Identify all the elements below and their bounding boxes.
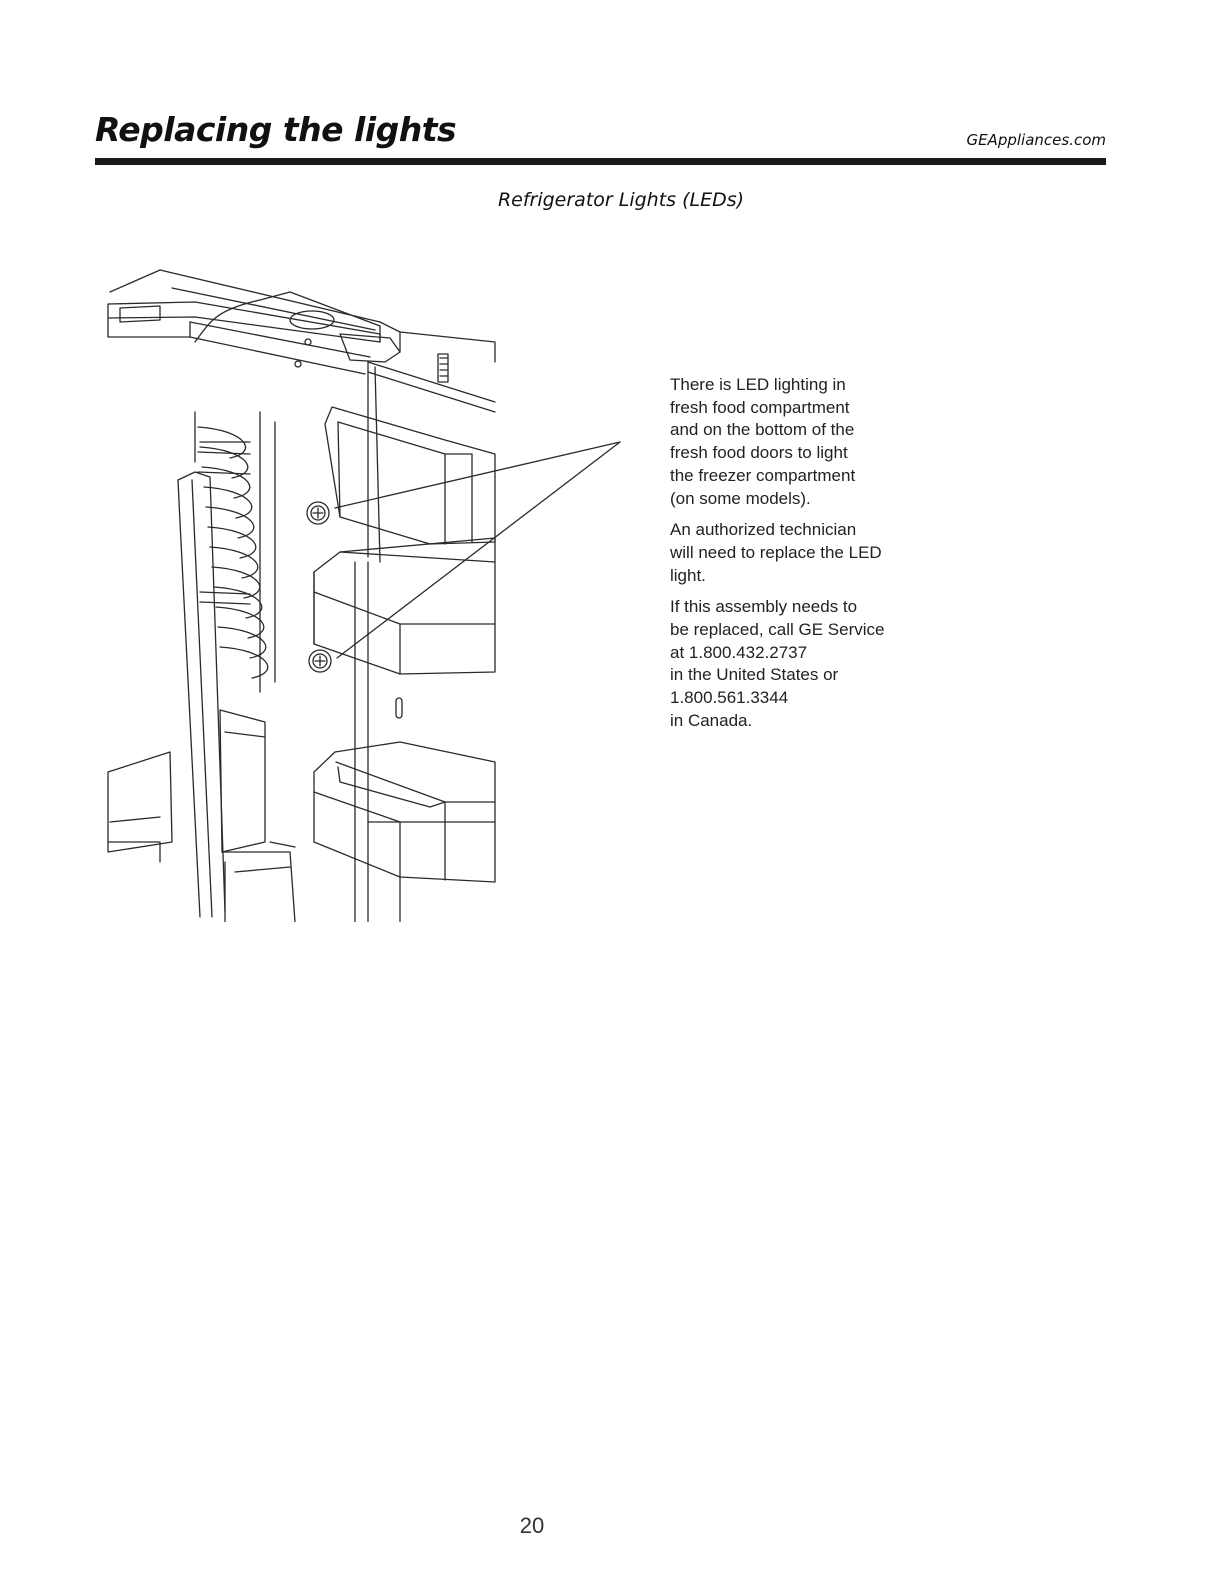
paragraph-led-location	[670, 374, 910, 510]
text-line: fresh food compartment	[670, 397, 850, 417]
text-line: fresh food doors to light	[670, 443, 848, 463]
text-line: and on the bottom of the	[670, 420, 855, 440]
text-line: the freezer compartment	[670, 465, 856, 485]
text-line: be replaced, call GE Service	[670, 620, 885, 640]
section-title: Refrigerator Lights (LEDs)	[497, 189, 745, 211]
phone-canada: 1.800.561.3344	[670, 688, 789, 708]
text-line: (on some models).	[670, 488, 811, 508]
text-line: in Canada.	[670, 710, 753, 730]
refrigerator-interior-led-diagram	[100, 262, 630, 922]
text-line: will need to replace the LED	[670, 542, 882, 562]
phone-us: at 1.800.432.2737	[670, 642, 808, 662]
paragraph-service-contact	[670, 596, 910, 732]
text-line: There is LED lighting in	[670, 375, 846, 394]
text-line: in the United States or	[670, 665, 839, 685]
led-info-text	[670, 374, 910, 742]
text-line: light.	[670, 565, 706, 585]
site-url: GEAppliances.com	[966, 131, 1106, 149]
text-line: An authorized technician	[670, 520, 857, 540]
page-number: 20	[519, 1513, 545, 1538]
page-title: Replacing the lights	[95, 110, 457, 149]
header-divider	[95, 158, 1106, 165]
paragraph-technician	[670, 519, 910, 587]
text-line: If this assembly needs to	[670, 597, 858, 617]
